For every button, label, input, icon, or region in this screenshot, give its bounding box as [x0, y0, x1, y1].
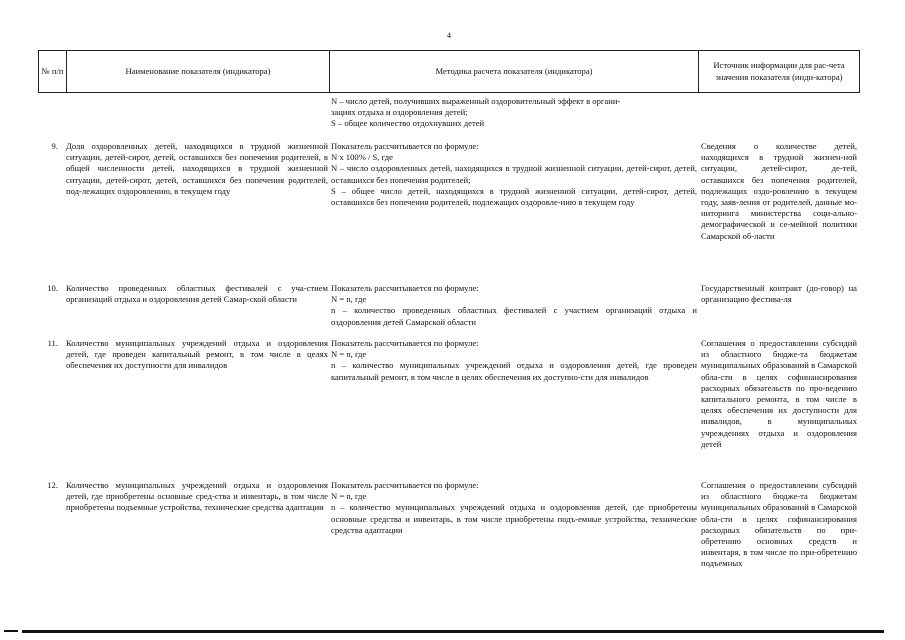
method-line: N = n, где — [331, 349, 367, 360]
row-10-name: Количество проведенных областных фестивалей с уча-стием организаций отдыха и оздоровления детей Самар-ской области — [66, 283, 328, 305]
continuation-method — [331, 96, 697, 130]
method-line: n – количество муниципальных учреждений отдыха и оздоровления детей, где проведен капитальный ремонт, в том числе в целях обеспечения их доступно-сти для инвалидов — [331, 360, 697, 382]
header-col-name-text: Наименование показателя (индикатора) — [125, 65, 271, 76]
method-line: N = n, где — [331, 491, 367, 502]
row-11-number: 11. — [47, 338, 58, 348]
continuation-line: S – общее количество отдохнувших детей — [331, 118, 485, 129]
method-line: n – количество проведенных областных фестивалей с участием организаций отдыха и оздоровления детей Самарской области — [331, 305, 697, 327]
row-10-method — [331, 283, 697, 328]
continuation-line: N – число детей, получивших выраженный оздоровительный эффект в органи- — [331, 96, 621, 106]
scan-edge-mark — [4, 630, 18, 632]
header-col-method — [329, 50, 699, 93]
row-12-number: 12. — [47, 480, 58, 490]
row-11-method — [331, 338, 697, 383]
method-line: Показатель рассчитывается по формуле: — [331, 480, 479, 490]
method-line: n – количество муниципальных учреждений отдыха и оздоровления детей, где приобретены основные средства и инвентарь, в том числе приобретены подъ-емные устройства, технические средства адаптации — [331, 502, 697, 535]
row-11-source: Соглашения о предоставлении субсидий из областного бюдже-та бюджетам муниципальных образований в Самарской обла-сти в целях софинансирования расходных обязательств по про-ведению капитального ремонта, в том числе в целях обеспечения их доступности для инвалидов, в муниципальных учреждениях отдыха и оздоровления детей — [701, 338, 857, 449]
method-line: Показатель рассчитывается по формуле: — [331, 338, 479, 348]
row-10-number: 10. — [47, 283, 58, 293]
header-col-number-text: № п/п — [41, 65, 64, 76]
method-line: N = n, где — [331, 294, 367, 305]
header-col-source — [698, 50, 860, 93]
row-9-method — [331, 141, 697, 208]
page-bottom-rule — [22, 630, 884, 633]
header-col-name — [66, 50, 330, 93]
row-12-method — [331, 480, 697, 536]
method-line: S – общее число детей, находящихся в трудной жизненной ситуации, детей-сирот, детей, оставшихся без попечения родителей, подлежащих оздоровле-нию в текущем году — [331, 185, 697, 208]
header-col-source-text: Источник информации для рас-чета значения показателя (инди-катора) — [713, 60, 845, 82]
row-11-name: Количество муниципальных учреждений отдыха и оздоровления детей, где проведен капитальный ремонт, в том числе в целях обеспечения их доступности для инвалидов — [66, 338, 328, 371]
method-line: Показатель рассчитывается по формуле: — [331, 141, 479, 151]
method-line: Показатель рассчитывается по формуле: — [331, 283, 479, 293]
row-12-source: Соглашения о предоставлении субсидий из областного бюдже-та бюджетам муниципальных образований в Самарской обла-сти в целях софинансирования расходных обязательств по при-обретению основных средств и инвентаря, в том числе по при-обретению подъемных — [701, 480, 857, 569]
row-12-name: Количество муниципальных учреждений отдыха и оздоровления детей, где приобретены основные сред-ства и инвентарь, в том числе приобретены подъемные устройства, технические средства адаптации — [66, 480, 328, 513]
method-line: N x 100% / S, где — [331, 152, 393, 163]
header-col-number — [38, 50, 67, 93]
row-9-source: Сведения о количестве детей, находящихся в трудной жизнен-ной ситуации, детей-сирот, де-тей, оставшихся без попечения родителей, подлежащих оздо-ровлению в текущем году, заяв-ления от родителей, данные мо-ниторинга министерства соци-ально-демографической и се-мейной политики Самарской об-ласти — [701, 141, 857, 241]
row-9-number: 9. — [51, 141, 58, 151]
method-line: N – число оздоровленных детей, находящихся в трудной жизненной ситуации, детей-сирот, детей, оставшихся без попечения родителей; — [331, 163, 697, 185]
page-number: 4 — [447, 31, 451, 40]
row-9-name: Доля оздоровленных детей, находящихся в трудной жизненной ситуации, детей-сирот, детей, оставшихся без попечения родителей, в общей численности детей, находящихся в трудной жизненной ситуации, детей-сирот, детей, оставшихся без попечения родителей, под-лежащих оздоровлению, в текущем году — [66, 141, 328, 196]
row-10-source: Государственный контракт (до-говор) на организацию фестива-ля — [701, 283, 857, 305]
header-col-method-text: Методика расчета показателя (индикатора) — [435, 65, 593, 76]
continuation-line: зациях отдыха и оздоровления детей; — [331, 107, 468, 118]
